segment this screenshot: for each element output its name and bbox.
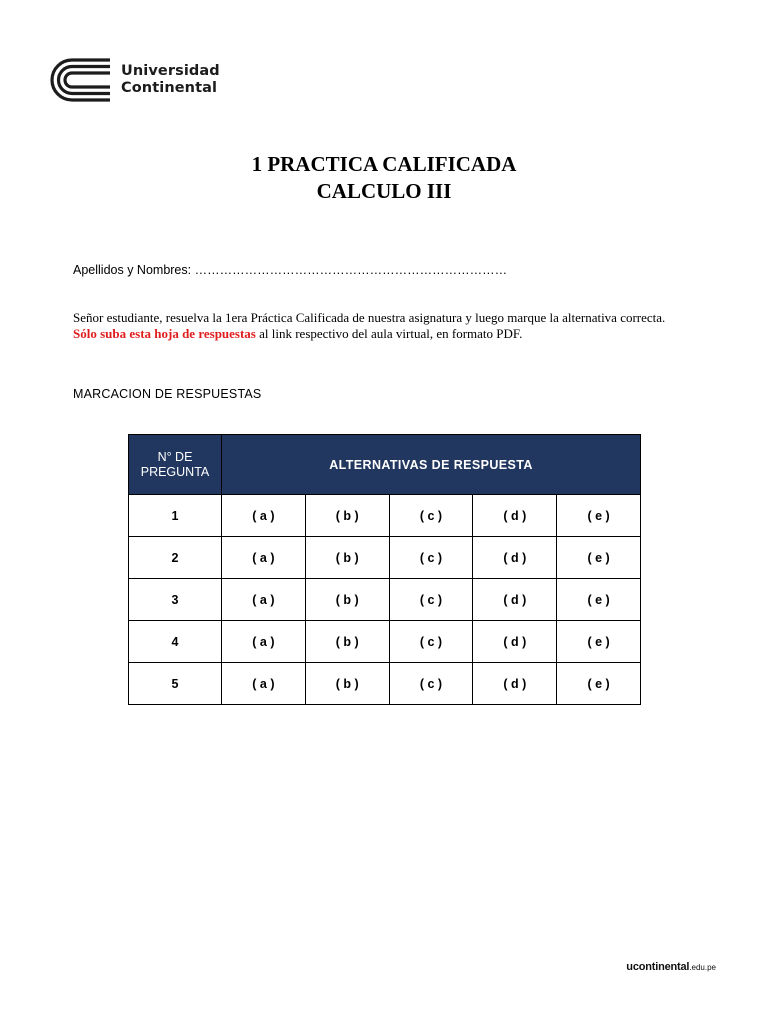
question-number: 2	[129, 537, 222, 579]
question-number: 3	[129, 579, 222, 621]
answers-table	[128, 434, 641, 705]
student-name-line	[73, 263, 507, 277]
question-number: 5	[129, 663, 222, 705]
student-name-label: Apellidos y Nombres:	[73, 263, 192, 277]
table-header-row	[129, 435, 641, 495]
option-e[interactable]: ( e )	[557, 663, 641, 705]
question-number-header-line-1: N° DE	[157, 449, 193, 464]
option-d[interactable]: ( d )	[473, 621, 557, 663]
option-c[interactable]: ( c )	[389, 579, 473, 621]
option-e[interactable]: ( e )	[557, 621, 641, 663]
university-logo	[50, 58, 220, 102]
logo-wordmark	[121, 63, 220, 97]
question-number: 1	[129, 495, 222, 537]
alternatives-header: ALTERNATIVAS DE RESPUESTA	[222, 435, 641, 495]
instructions-highlight: Sólo suba esta hoja de respuestas	[73, 326, 256, 341]
document-title: 1 PRACTICA CALIFICADA	[251, 152, 517, 176]
option-d[interactable]: ( d )	[473, 663, 557, 705]
table-row	[129, 621, 641, 663]
instructions-paragraph	[73, 310, 683, 342]
student-name-blank: …………………………………………………………………	[194, 263, 508, 277]
option-b[interactable]: ( b )	[305, 663, 389, 705]
footer-brand	[626, 961, 716, 973]
option-b[interactable]: ( b )	[305, 495, 389, 537]
course-title: CALCULO III	[316, 179, 452, 203]
instructions-text-2: al link respectivo del aula virtual, en formato PDF.	[259, 326, 523, 341]
option-d[interactable]: ( d )	[473, 579, 557, 621]
question-number: 4	[129, 621, 222, 663]
option-e[interactable]: ( e )	[557, 495, 641, 537]
footer-brand-name: ucontinental	[626, 961, 690, 973]
option-b[interactable]: ( b )	[305, 621, 389, 663]
option-a[interactable]: ( a )	[222, 495, 306, 537]
option-b[interactable]: ( b )	[305, 579, 389, 621]
question-number-header-line-2: PREGUNTA	[140, 464, 210, 479]
table-row	[129, 537, 641, 579]
instructions-text-1: Señor estudiante, resuelva la 1era Práctica Calificada de nuestra asignatura y luego marque la alternativa correcta.	[73, 310, 666, 325]
option-c[interactable]: ( c )	[389, 537, 473, 579]
option-d[interactable]: ( d )	[473, 537, 557, 579]
option-a[interactable]: ( a )	[222, 537, 306, 579]
table-row	[129, 495, 641, 537]
option-a[interactable]: ( a )	[222, 663, 306, 705]
logo-line-2: Continental	[121, 80, 218, 96]
option-c[interactable]: ( c )	[389, 621, 473, 663]
option-a[interactable]: ( a )	[222, 621, 306, 663]
logo-line-1: Universidad	[121, 63, 220, 79]
option-e[interactable]: ( e )	[557, 579, 641, 621]
table-row	[129, 663, 641, 705]
concentric-c-logo-icon	[50, 58, 112, 102]
section-label: MARCACION DE RESPUESTAS	[73, 387, 262, 401]
option-c[interactable]: ( c )	[389, 495, 473, 537]
option-d[interactable]: ( d )	[473, 495, 557, 537]
option-c[interactable]: ( c )	[389, 663, 473, 705]
option-b[interactable]: ( b )	[305, 537, 389, 579]
option-a[interactable]: ( a )	[222, 579, 306, 621]
question-number-header	[129, 435, 222, 495]
table-row	[129, 579, 641, 621]
footer-brand-domain: .edu.pe	[689, 963, 716, 972]
option-e[interactable]: ( e )	[557, 537, 641, 579]
